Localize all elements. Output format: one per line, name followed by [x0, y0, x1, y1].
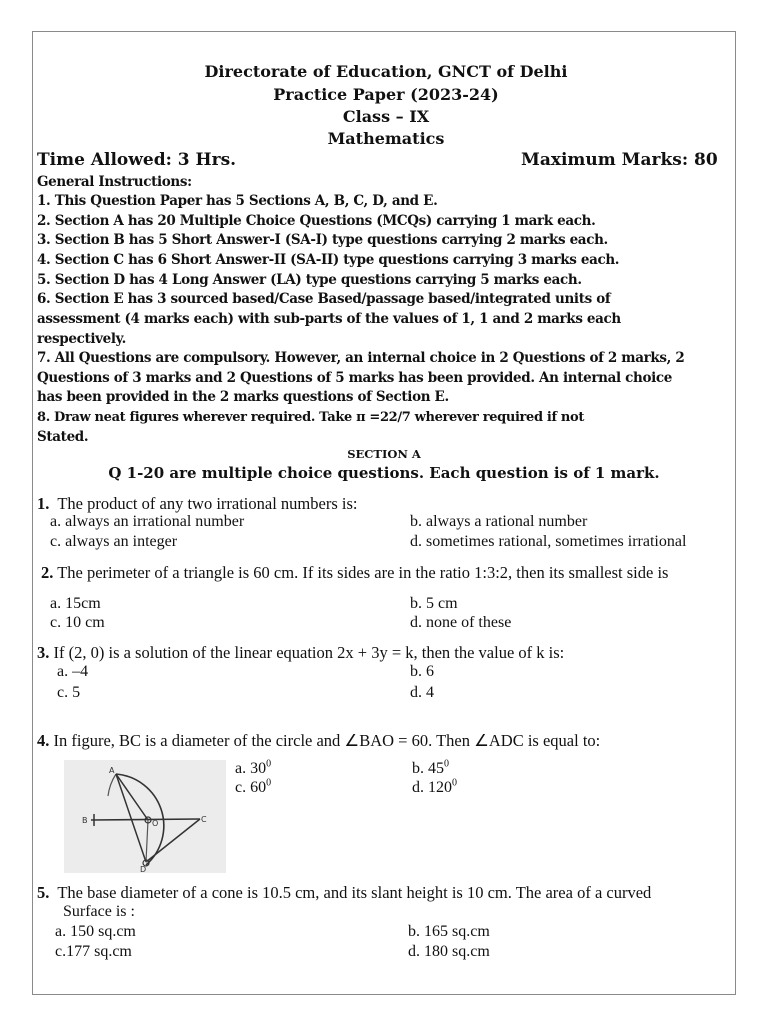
circle-diagram — [64, 760, 226, 873]
maximum-marks: Maximum Marks: 80 — [521, 150, 718, 170]
question-text: The product of any two irrational numbers is: — [57, 494, 358, 513]
section-note: Q 1-20 are multiple choice questions. Each question is of 1 mark. — [108, 464, 660, 482]
question-1 — [37, 494, 357, 514]
q1-option-d: d. sometimes rational, sometimes irrational — [410, 533, 687, 550]
q5-option-b: b. 165 sq.cm — [408, 923, 490, 940]
header-subject: Mathematics — [327, 129, 445, 148]
segment-od — [146, 820, 148, 862]
q2-option-b: b. 5 cm — [410, 595, 458, 612]
question-text: If (2, 0) is a solution of the linear equation 2x + 3y = k, then the value of k is: — [53, 643, 565, 662]
question-4 — [37, 731, 600, 751]
instruction-1: 1. This Question Paper has 5 Sections A, B, C, D, and E. — [37, 193, 438, 209]
q2-option-c: c. 10 cm — [50, 614, 105, 631]
q3-option-d: d. 4 — [410, 684, 434, 701]
q4-option-a — [235, 760, 271, 778]
question-text: The base diameter of a cone is 10.5 cm, and its slant height is 10 cm. The area of a curved — [57, 883, 652, 902]
label-o: O — [152, 819, 159, 828]
q1-option-b: b. always a rational number — [410, 513, 588, 530]
header-class: Class – IX — [342, 107, 430, 126]
chord-ao — [116, 774, 148, 820]
q5-option-c: c.177 sq.cm — [55, 943, 132, 960]
q3-option-b: b. 6 — [410, 663, 434, 680]
question-text: In figure, BC is a diameter of the circle and ∠BAO = 60. Then ∠ADC is equal to: — [53, 731, 601, 750]
instruction-2: 2. Section A has 20 Multiple Choice Questions (MCQs) carrying 1 mark each. — [37, 213, 596, 229]
circle-diagram-svg — [64, 760, 226, 873]
degree-symbol: 0 — [266, 758, 272, 770]
instruction-6-line1: 6. Section E has 3 sourced based/Case Based/passage based/integrated units of — [37, 291, 611, 307]
instruction-8-line1: 8. Draw neat figures wherever required. Take π =22/7 wherever required if not — [37, 410, 584, 425]
q2-option-d: d. none of these — [410, 614, 512, 631]
label-b: B — [82, 816, 88, 825]
degree-symbol: 0 — [452, 777, 457, 789]
q4-option-d-text: d. 120 — [412, 779, 452, 796]
q3-option-a: a. –4 — [57, 663, 89, 680]
section-title: SECTION A — [347, 447, 421, 461]
question-text: The perimeter of a triangle is 60 cm. If its sides are in the ratio 1:3:2, then its smallest side is — [57, 563, 669, 582]
q4-option-b — [412, 760, 449, 778]
question-number: 5. — [37, 883, 50, 902]
instruction-5: 5. Section D has 4 Long Answer (LA) type questions carrying 5 marks each. — [37, 272, 582, 288]
instruction-6-line3: respectively. — [37, 331, 126, 347]
instruction-7-line3: has been provided in the 2 marks questions of Section E. — [37, 389, 449, 405]
question-5-line2: Surface is : — [63, 903, 135, 920]
degree-symbol: 0 — [266, 777, 272, 789]
q4-option-a-text: a. 30 — [235, 760, 267, 777]
instruction-7-line1: 7. All Questions are compulsory. However, an internal choice in 2 Questions of 2 marks, 2 — [37, 350, 685, 366]
q5-option-d: d. 180 sq.cm — [408, 943, 490, 960]
instruction-8-line2: Stated. — [37, 429, 89, 445]
q3-option-c: c. 5 — [57, 684, 81, 701]
header-directorate: Directorate of Education, GNCT of Delhi — [204, 62, 568, 81]
label-a: A — [109, 766, 115, 775]
q4-option-d — [412, 779, 457, 797]
question-number: 2. — [41, 563, 54, 582]
question-number: 1. — [37, 494, 50, 513]
header-paper: Practice Paper (2023-24) — [273, 85, 499, 104]
q4-option-b-text: b. 45 — [412, 760, 444, 777]
label-d: D — [140, 865, 147, 873]
question-5 — [37, 883, 651, 903]
chord-ad — [116, 774, 146, 862]
q1-option-a: a. always an irrational number — [50, 513, 245, 530]
q4-option-c — [235, 779, 271, 797]
time-allowed: Time Allowed: 3 Hrs. — [37, 150, 237, 170]
instruction-6-line2: assessment (4 marks each) with sub-parts of the values of 1, 1 and 2 marks each — [37, 311, 621, 327]
q1-option-c: c. always an integer — [50, 533, 178, 550]
instructions-heading: General Instructions: — [37, 174, 192, 190]
question-number: 3. — [37, 643, 50, 662]
q2-option-a: a. 15cm — [50, 595, 101, 612]
instruction-7-line2: Questions of 3 marks and 2 Questions of 5 marks has been provided. An internal choice — [37, 370, 672, 386]
q5-option-a: a. 150 sq.cm — [55, 923, 136, 940]
label-c: C — [201, 815, 207, 824]
degree-symbol: 0 — [444, 758, 449, 770]
question-3 — [37, 643, 564, 663]
q4-option-c-text: c. 60 — [235, 779, 267, 796]
question-2 — [41, 563, 668, 583]
instruction-3: 3. Section B has 5 Short Answer-I (SA-I) type questions carrying 2 marks each. — [37, 232, 608, 248]
instruction-4: 4. Section C has 6 Short Answer-II (SA-II) type questions carrying 3 marks each. — [37, 252, 620, 268]
circle-arc-left — [108, 774, 116, 796]
question-number: 4. — [37, 731, 50, 750]
